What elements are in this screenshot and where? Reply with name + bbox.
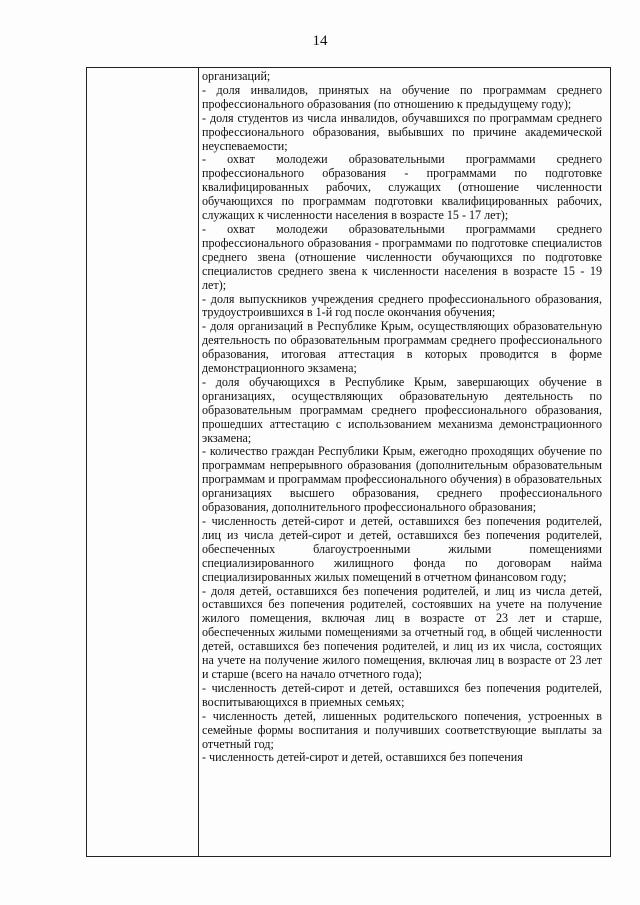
list-item: - доля выпускников учреждения среднего профессионального образования, трудоустроившихся в 1-й год после окончания обучения;	[202, 291, 602, 320]
list-item: - доля организаций в Республике Крым, осуществляющих образовательную деятельность по образовательным программам среднего профессионального образования, итоговая аттестация в которых проводится в форме демонстрационного экзамена;	[202, 319, 602, 376]
list-item: - доля обучающихся в Республике Крым, завершающих обучение в организациях, осуществляющих образовательную деятельность по образовательным программам среднего профессионального образования, прошедших аттестацию с использованием механизма демонстрационного экзамена;	[202, 374, 602, 445]
list-item: организаций;	[202, 69, 271, 83]
list-item: - численность детей-сирот и детей, оставшихся без попечения родителей, воспитывающихся в приемных семьях;	[202, 680, 602, 709]
list-item: - численность детей, лишенных родительского попечения, устроенных в семейные формы воспитания и получивших соответствующие выплаты за отчетный год;	[202, 708, 602, 751]
list-item: - охват молодежи образовательными программами среднего профессионального образования - программами по подготовке специалистов среднего звена (отношение численности обучающихся по подготовке специалистов среднего звена к численности населения в возрасте 15 - 19 лет);	[202, 221, 602, 292]
page-number: 14	[312, 33, 328, 49]
list-item: - доля детей, оставшихся без попечения родителей, и лиц из числа детей, оставшихся без попечения родителей, состоявших на учете на получение жилого помещения, включая лиц в возрасте от 23 лет и старше, обеспеченных жилыми помещениями за отчетный год, в общей численности детей, оставшихся без попечения родителей, и лиц из их числа, состоящих на учете на получение жилого помещения, включая лиц в возрасте от 23 лет и старше (всего на начало отчетного года);	[202, 583, 602, 681]
indicator-list-cell	[202, 70, 602, 765]
list-item: - доля студентов из числа инвалидов, обучавшихся по программам среднего профессионального образования, выбывших по причине академической неуспеваемости;	[202, 110, 602, 153]
column-divider	[198, 68, 199, 856]
list-item: - количество граждан Республики Крым, ежегодно проходящих обучение по программам непрерывного образования (дополнительным образовательным программам и программам профессионального обучения) в образовательных организациях высшего образования, среднего профессионального образования, дополнительного профессионального образования;	[202, 444, 602, 515]
list-item: - доля инвалидов, принятых на обучение по программам среднего профессионального образования (по отношению к предыдущему году);	[202, 82, 602, 111]
list-item: - охват молодежи образовательными программами среднего профессионального образования - программами по подготовке квалифицированных рабочих, служащих (отношение численности обучающихся по программам подготовки квалифицированных рабочих, служащих к численности населения в возрасте 15 - 17 лет);	[202, 152, 602, 223]
list-item: - численность детей-сирот и детей, оставшихся без попечения родителей, лиц из числа детей-сирот и детей, оставшихся без попечения родителей, обеспеченных благоустроенными жилыми помещениями специализированного жилищного фонда по договорам найма специализированных жилых помещений в отчетном финансовом году;	[202, 514, 602, 584]
list-item: - численность детей-сирот и детей, оставшихся без попечения	[202, 750, 523, 765]
document-table	[86, 67, 611, 857]
